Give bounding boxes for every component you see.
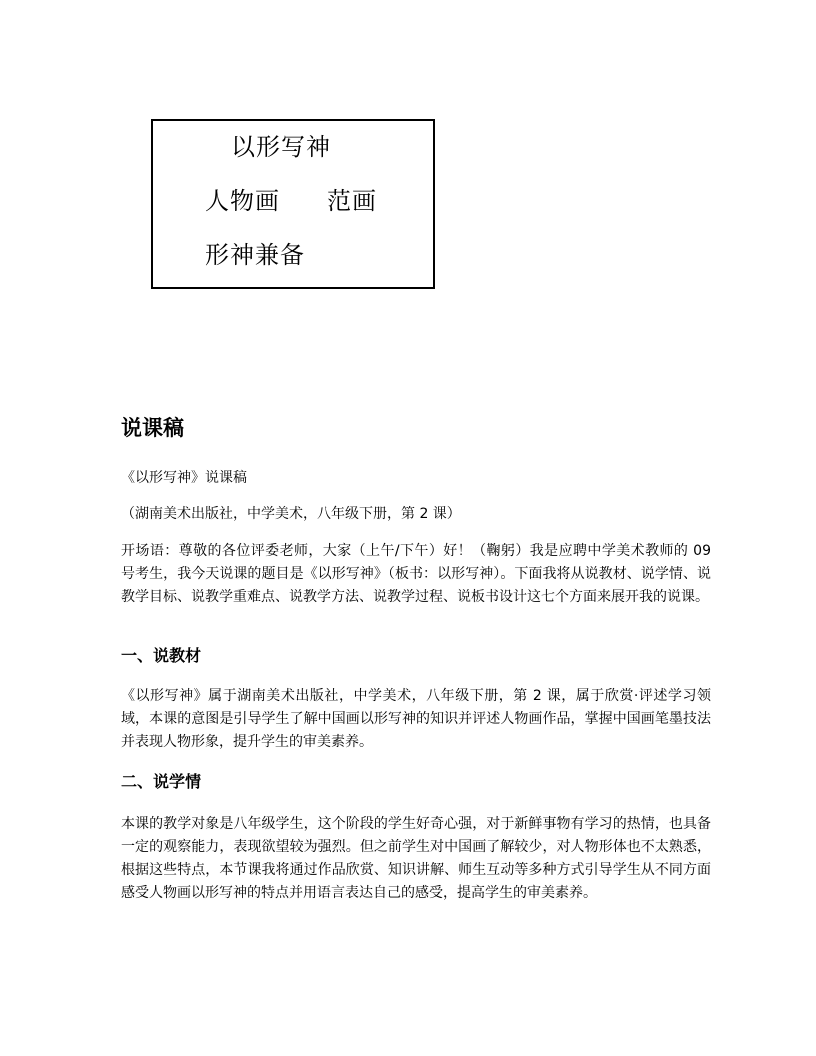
page-title: 说课稿 xyxy=(121,416,184,440)
blackboard-design-box xyxy=(151,119,435,289)
board-item-figure-painting: 人物画 xyxy=(205,187,280,215)
board-item-demo-painting: 范画 xyxy=(327,187,377,215)
section-body-students: 本课的教学对象是八年级学生，这个阶段的学生好奇心强，对于新鲜事物有学习的热情，也具备一定的观察能力，表现欲望较为强烈。但之前学生对中国画了解较少，对人物形体也不太熟悉，根据这些特点，本节课我将通过作品欣赏、知识讲解、师生互动等多种方式引导学生从不同方面感受人物画以形写神的特点并用语言表达自己的感受，提高学生的审美素养。 xyxy=(121,816,711,901)
board-item-form-spirit: 形神兼备 xyxy=(205,241,305,269)
section-body-materials: 《以形写神》属于湖南美术出版社，中学美术，八年级下册，第 2 课，属于欣赏·评述学习领域，本课的意图是引导学生了解中国画以形写神的知识并评述人物画作品，掌握中国画笔墨技法并表现人物形象，提升学生的审美素养。 xyxy=(121,688,711,750)
intro-paragraph: 开场语：尊敬的各位评委老师，大家（上午/下午）好！（鞠躬）我是应聘中学美术教师的 09 号考生，我今天说课的题目是《以形写神》（板书：以形写神）。下面我将从说教材、说学情、说教学目标、说教学重难点、说教学方法、说教学过程、说板书设计这七个方面来展开我的说课。 xyxy=(121,543,711,605)
publisher-info: （湖南美术出版社，中学美术，八年级下册，第 2 课） xyxy=(121,506,461,522)
section-heading-students: 二、说学情 xyxy=(121,772,202,791)
board-title: 以形写神 xyxy=(231,133,331,161)
lesson-title: 《以形写神》说课稿 xyxy=(121,470,247,486)
section-heading-materials: 一、说教材 xyxy=(121,646,202,665)
